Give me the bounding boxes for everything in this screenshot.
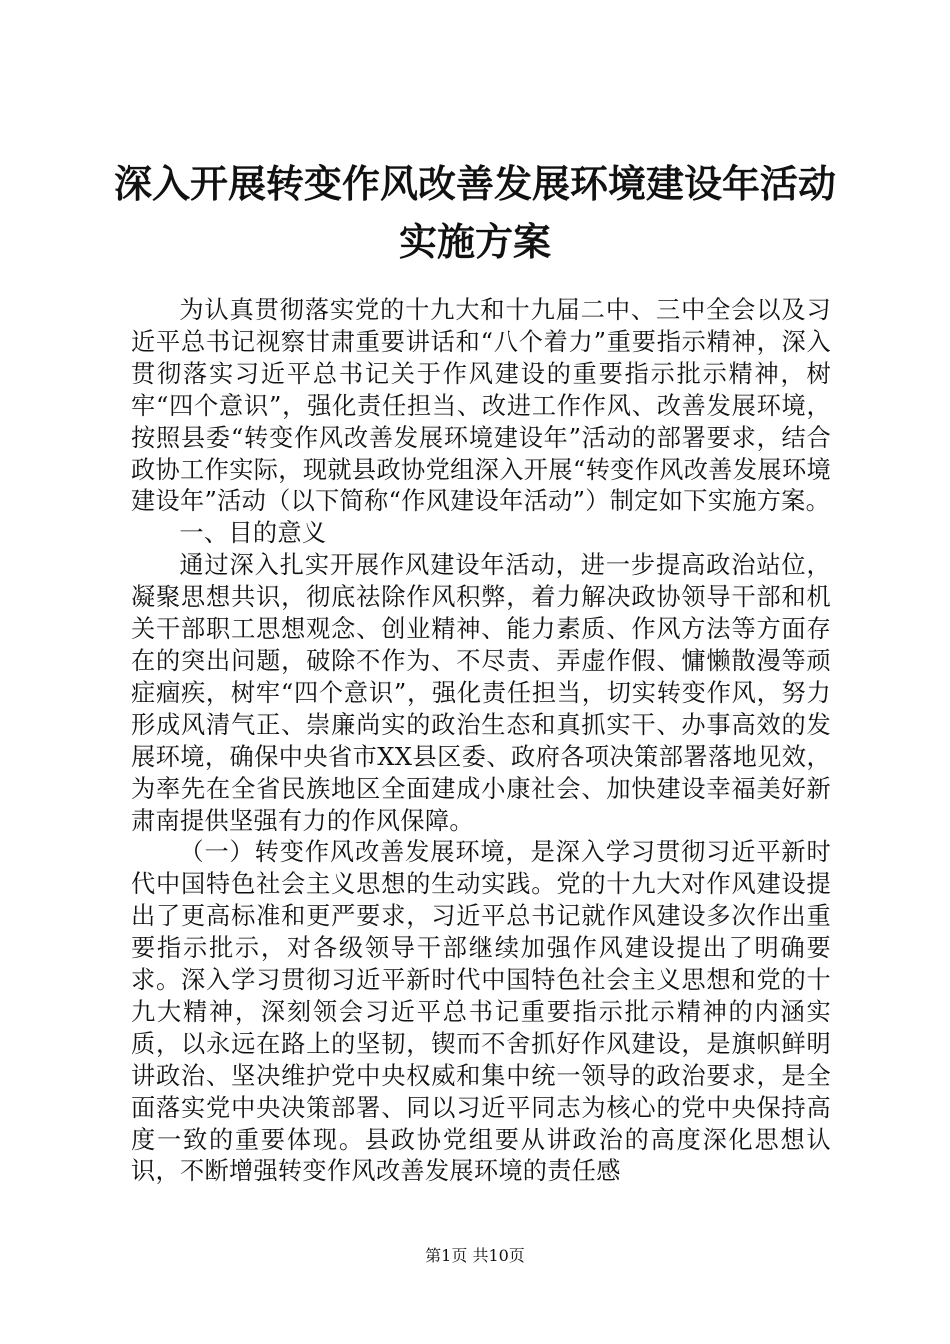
document-title: 深入开展转变作风改善发展环境建设年活动实施方案 bbox=[113, 162, 836, 264]
subsection-paragraph: （一）转变作风改善发展环境，是深入学习贯彻习近平新时代中国特色社会主义思想的生动实践。党的十九大对作风建设提出了更高标准和更严要求，习近平总书记就作风建设多次作出重要指示批示，对各级领导干部继续加强作风建设提出了明确要求。深入学习贯彻习近平新时代中国特色社会主义思想和党的十九大精神，深刻领会习近平总书记重要指示批示精神的内涵实质，以永远在路上的坚韧，锲而不舍抓好作风建设，是旗帜鲜明讲政治、坚决维护党中央权威和集中统一领导的政治要求，是全面落实党中央决策部署、同以习近平同志为核心的党中央保持高度一致的重要体现。县政协党组要从讲政治的高度深化思想认识，不断增强转变作风改善发展环境的责任感 bbox=[131, 838, 831, 1186]
intro-paragraph: 为认真贯彻落实党的十九大和十九届二中、三中全会以及习近平总书记视察甘肃重要讲话和“八个着力”重要指示精神，深入贯彻落实习近平总书记关于作风建设的重要指示批示精神，树牢“四个意识”，强化责任担当、改进工作作风、改善发展环境，按照县委“转变作风改善发展环境建设年”活动的部署要求，结合政协工作实际，现就县政协党组深入开展“转变作风改善发展环境建设年”活动（以下简称“作风建设年活动”）制定如下实施方案。 bbox=[131, 296, 831, 516]
section-heading: 一、目的意义 bbox=[179, 519, 327, 548]
document-body bbox=[131, 295, 831, 1188]
purpose-paragraph: 通过深入扎实开展作风建设年活动，进一步提高政治站位，凝聚思想共识，彻底祛除作风积弊，着力解决政协领导干部和机关干部职工思想观念、创业精神、能力素质、作风方法等方面存在的突出问题，破除不作为、不尽责、弄虚作假、慵懒散漫等顽症痼疾，树牢“四个意识”，强化责任担当，切实转变作风，努力形成风清气正、崇廉尚实的政治生态和真抓实干、办事高效的发展环境，确保中央省市XX县区委、政府各项决策部署落地见效，为率先在全省民族地区全面建成小康社会、加快建设幸福美好新肃南提供坚强有力的作风保障。 bbox=[131, 551, 831, 835]
page-footer: 第1页 共10页 bbox=[425, 1246, 525, 1265]
